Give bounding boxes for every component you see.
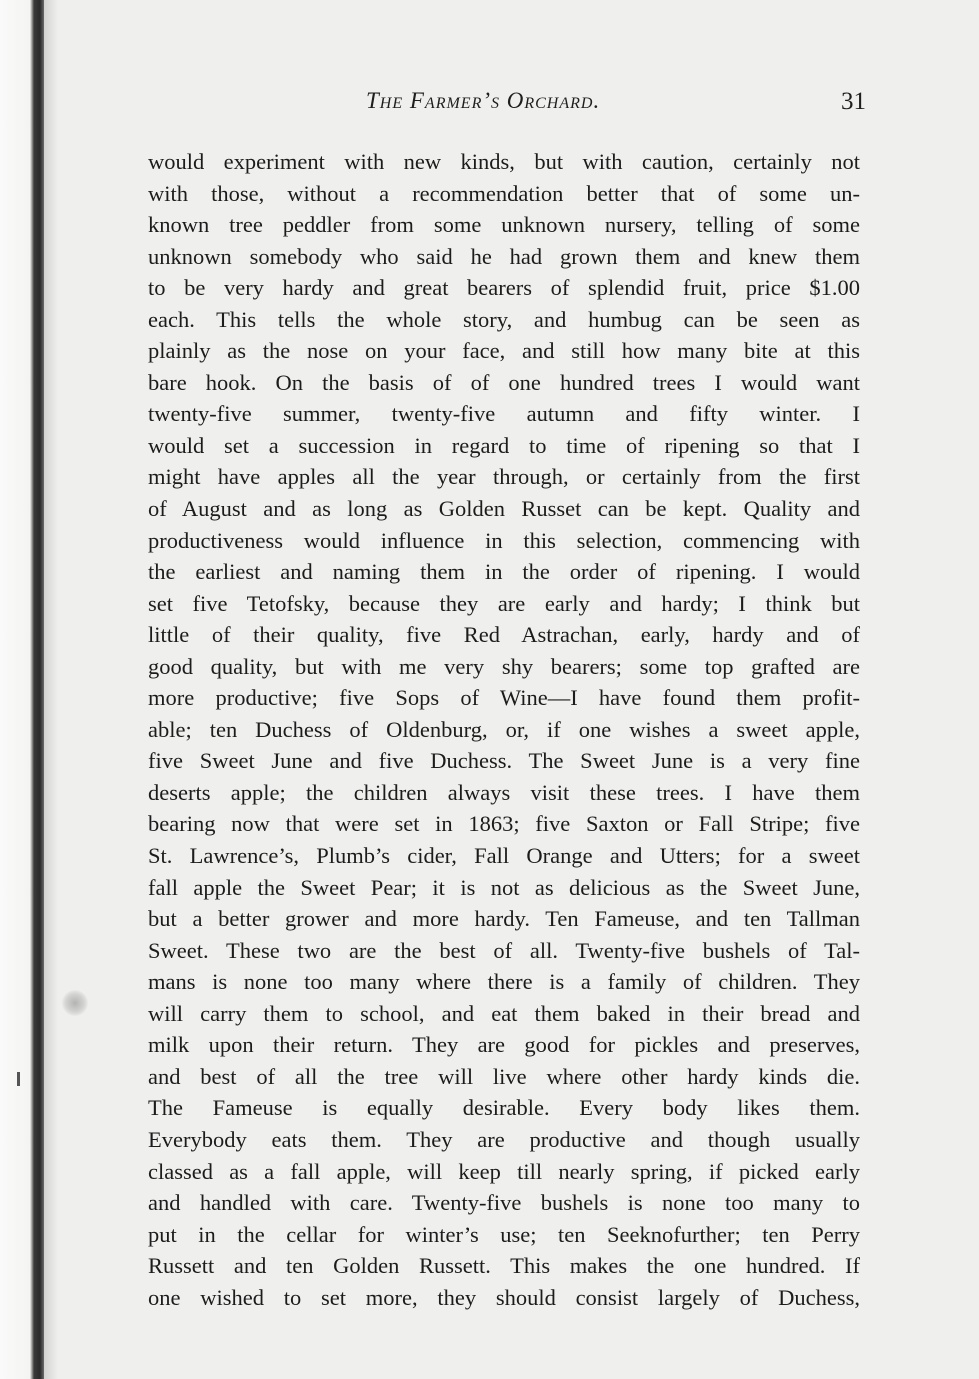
text-line: fall apple the Sweet Pear; it is not as delicious as the Sweet June, [148,874,860,900]
gutter-shadow [44,0,58,1379]
text-line: with those, without a recommendation better that of some un- [148,180,860,206]
page-header [0,88,979,124]
text-line: Russett and ten Golden Russett. This makes the one hundred. If [148,1253,860,1279]
text-line: the earliest and naming them in the order of ripening. I would [148,559,860,585]
text-line: able; ten Duchess of Oldenburg, or, if one wishes a sweet apple, [148,716,860,742]
text-line: and best of all the tree will live where other hardy kinds die. [148,1063,860,1089]
text-line: milk upon their return. They are good for pickles and preserves, [148,1032,860,1058]
text-line: Sweet. These two are the best of all. Twenty-five bushels of Tal- [148,937,860,963]
text-line: productiveness would influence in this selection, commencing with [148,527,860,553]
book-spine-edge [0,0,44,1379]
body-text [148,146,860,1313]
text-line: bare hook. On the basis of of one hundred trees I would want [148,369,860,395]
text-line: to be very hardy and great bearers of splendid fruit, price $1.00 [148,275,860,301]
text-line: bearing now that were set in 1863; five Saxton or Fall Stripe; five [148,811,860,837]
text-line: good quality, but with me very shy bearers; some top grafted are [148,653,860,679]
text-line: more productive; five Sops of Wine—I have found them profit- [148,685,860,711]
text-line: mans is none too many where there is a family of children. They [148,969,860,995]
page-number: 31 [841,88,866,115]
text-line: twenty-five summer, twenty-five autumn and fifty winter. I [148,401,860,427]
text-line: and handled with care. Twenty-five bushels is none too many to [148,1190,860,1216]
text-line: plainly as the nose on your face, and still how many bite at this [148,338,860,364]
text-line: unknown somebody who said he had grown them and knew them [148,243,860,269]
text-line: each. This tells the whole story, and humbug can be seen as [148,306,860,332]
text-line: put in the cellar for winter’s use; ten Seeknofurther; ten Perry [148,1221,860,1247]
text-line: would experiment with new kinds, but with caution, certainly not [148,149,860,174]
text-line: of August and as long as Golden Russet can be kept. Quality and [148,496,860,522]
text-line: Everybody eats them. They are productive and though usually [148,1126,860,1152]
text-line: deserts apple; the children always visit these trees. I have them [148,779,860,805]
text-line: would set a succession in regard to time of ripening so that I [148,432,860,458]
text-line: classed as a fall apple, will keep till nearly spring, if picked early [148,1158,860,1184]
text-line: might have apples all the year through, or certainly from the first [148,464,860,490]
text-line: but a better grower and more hardy. Ten Fameuse, and ten Tallman [148,906,860,932]
text-line: The Fameuse is equally desirable. Every body likes them. [148,1095,860,1121]
running-title: The Farmer’s Orchard. [366,88,601,113]
text-line: five Sweet June and five Duchess. The Sweet June is a very fine [148,748,860,774]
text-line: one wished to set more, they should consist largely of Duchess, [148,1284,860,1310]
text-line: known tree peddler from some unknown nursery, telling of some [148,212,860,238]
text-line: will carry them to school, and eat them baked in their bread and [148,1000,860,1026]
page-smudge [62,990,88,1016]
text-line: St. Lawrence’s, Plumb’s cider, Fall Orange and Utters; for a sweet [148,843,860,869]
margin-mark [17,1072,20,1086]
text-line: little of their quality, five Red Astrachan, early, hardy and of [148,622,860,648]
text-line: set five Tetofsky, because they are early and hardy; I think but [148,590,860,616]
